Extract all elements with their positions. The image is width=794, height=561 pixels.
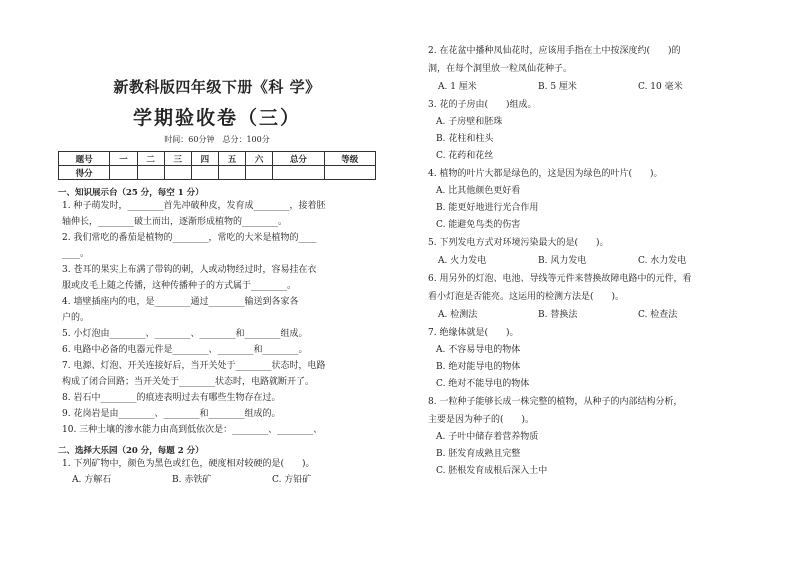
score-cell: 四 bbox=[191, 152, 218, 166]
question-line: 3. 苍耳的果实上布满了带钩的刺，人或动物经过时，容易挂在衣 bbox=[62, 265, 317, 275]
score-cell bbox=[164, 166, 191, 180]
question-line: 7. 绝缘体就是( )。 bbox=[428, 328, 519, 338]
question-line: 8. 岩石中________的痕迹表明过去有哪些生物存在过。 bbox=[62, 393, 281, 403]
question-line: ____。 bbox=[62, 249, 90, 259]
option-row bbox=[424, 252, 764, 270]
option-row bbox=[424, 78, 764, 96]
option: A. 不容易导电的物体 bbox=[436, 345, 521, 355]
option-row bbox=[58, 472, 376, 488]
option: A. 子叶中储存着营养物质 bbox=[436, 432, 539, 442]
score-table-score-row bbox=[59, 166, 376, 180]
option: B. 风力发电 bbox=[538, 256, 587, 266]
option: C. 检查法 bbox=[638, 310, 678, 320]
question-line: 4. 植物的叶片大都是绿色的，这是因为绿色的叶片( )。 bbox=[428, 169, 663, 179]
option: B. 胚发育成熟且完整 bbox=[436, 449, 521, 459]
score-cell bbox=[273, 166, 324, 180]
question-line: 看小灯泡是否能亮。这运用的检测方法是( )。 bbox=[428, 292, 625, 302]
question-line: 服或皮毛上随之传播，这种传播种子的方式属于________。 bbox=[62, 281, 297, 291]
question-line: 2. 在花盆中播种凤仙花时，应该用手指在土中按深度约( )的 bbox=[428, 46, 681, 56]
score-cell: 总分 bbox=[273, 152, 324, 166]
question-line: 构成了闭合回路；当开关处于________状态时，电路就断开了。 bbox=[62, 377, 315, 387]
score-cell: 三 bbox=[164, 152, 191, 166]
option: C. 绝对不能导电的物体 bbox=[436, 379, 530, 389]
question-line: 2. 我们常吃的番茄是植物的________，常吃的大米是植物的____ bbox=[62, 233, 317, 243]
option: A. 子房壁和胚珠 bbox=[436, 117, 503, 127]
score-cell: 等级 bbox=[324, 152, 375, 166]
score-cell bbox=[218, 166, 245, 180]
question-line: 3. 花的子房由( )组成。 bbox=[428, 100, 537, 110]
option: A. 1 厘米 bbox=[438, 82, 477, 92]
option: A. 检测法 bbox=[438, 310, 478, 320]
option: C. 10 毫米 bbox=[638, 82, 683, 92]
question-line: 5. 下列发电方式对环境污染最大的是( )。 bbox=[428, 238, 609, 248]
score-cell bbox=[324, 166, 375, 180]
score-cell: 得分 bbox=[59, 166, 110, 180]
question-line: 4. 墙壁插座内的电，是________通过________输送到各家各 bbox=[62, 297, 299, 307]
question-line: 6. 电路中必备的电器元件是________、________和________。 bbox=[62, 345, 308, 355]
question-line: 1. 下列矿物中，颜色为黑色或红色，硬度相对较硬的是( )。 bbox=[62, 459, 315, 469]
question-line: 1. 种子萌发时，________首先冲破种皮，发育成________，接着胚 bbox=[62, 201, 326, 211]
question-line: 户的。 bbox=[62, 313, 90, 323]
exam-subtitle: 时间：60分钟 总分：100分 bbox=[164, 135, 270, 144]
right-column bbox=[424, 42, 764, 480]
option: C. 能避免鸟类的伤害 bbox=[436, 220, 521, 230]
option: B. 赤铁矿 bbox=[172, 475, 212, 485]
score-cell bbox=[137, 166, 164, 180]
option: B. 5 厘米 bbox=[538, 82, 577, 92]
option: B. 绝对能导电的物体 bbox=[436, 362, 521, 372]
option: A. 比其他颜色更好看 bbox=[436, 186, 521, 196]
question-line: 7. 电源、灯泡、开关连接好后，当开关处于________状态时，电路 bbox=[62, 361, 326, 371]
score-cell: 一 bbox=[110, 152, 137, 166]
option: A. 火力发电 bbox=[438, 256, 487, 266]
question-line: 轴伸长，________破土而出，逐渐形成植物的________。 bbox=[62, 217, 288, 227]
score-cell bbox=[110, 166, 137, 180]
question-line: 9. 花岗岩是由________、________和________组成的。 bbox=[62, 409, 281, 419]
option-row bbox=[424, 306, 764, 324]
score-cell bbox=[191, 166, 218, 180]
option: C. 方铅矿 bbox=[272, 475, 312, 485]
question-line: 6. 用另外的灯泡、电池、导线等元件来替换故障电路中的元件，看 bbox=[428, 274, 692, 284]
question-line: 洞，在每个洞里放一粒凤仙花种子。 bbox=[428, 64, 573, 74]
option: C. 花药和花丝 bbox=[436, 151, 494, 161]
question-line: 8. 一粒种子能够长成一株完整的植物，从种子的内部结构分析， bbox=[428, 397, 683, 407]
score-cell: 六 bbox=[246, 152, 273, 166]
option: C. 水力发电 bbox=[638, 256, 687, 266]
score-table-header-row bbox=[59, 152, 376, 166]
question-line: 主要是因为种子的( )。 bbox=[428, 415, 535, 425]
option: B. 替换法 bbox=[538, 310, 578, 320]
section1-heading: 一、知识展示台（25 分，每空 1 分） bbox=[58, 188, 204, 198]
score-table bbox=[58, 151, 376, 180]
option: B. 花柱和柱头 bbox=[436, 134, 494, 144]
option: B. 能更好地进行光合作用 bbox=[436, 203, 539, 213]
exam-series-title: 新教科版四年级下册《科 学》 bbox=[113, 78, 321, 96]
section2-heading: 二、选择大乐园（20 分，每题 2 分） bbox=[58, 446, 204, 456]
score-cell: 题号 bbox=[59, 152, 110, 166]
question-line: 5. 小灯泡由________、________、________和________组成。 bbox=[62, 329, 308, 339]
option: C. 胚根发育成根后深入土中 bbox=[436, 466, 548, 476]
score-cell: 二 bbox=[137, 152, 164, 166]
score-cell: 五 bbox=[218, 152, 245, 166]
score-cell bbox=[246, 166, 273, 180]
left-column bbox=[58, 72, 376, 488]
option: A. 方解石 bbox=[72, 475, 112, 485]
exam-title: 学期验收卷（三） bbox=[132, 107, 301, 129]
question-line: 10. 三种土壤的渗水能力由高到低依次是：________、________、 bbox=[62, 425, 323, 435]
